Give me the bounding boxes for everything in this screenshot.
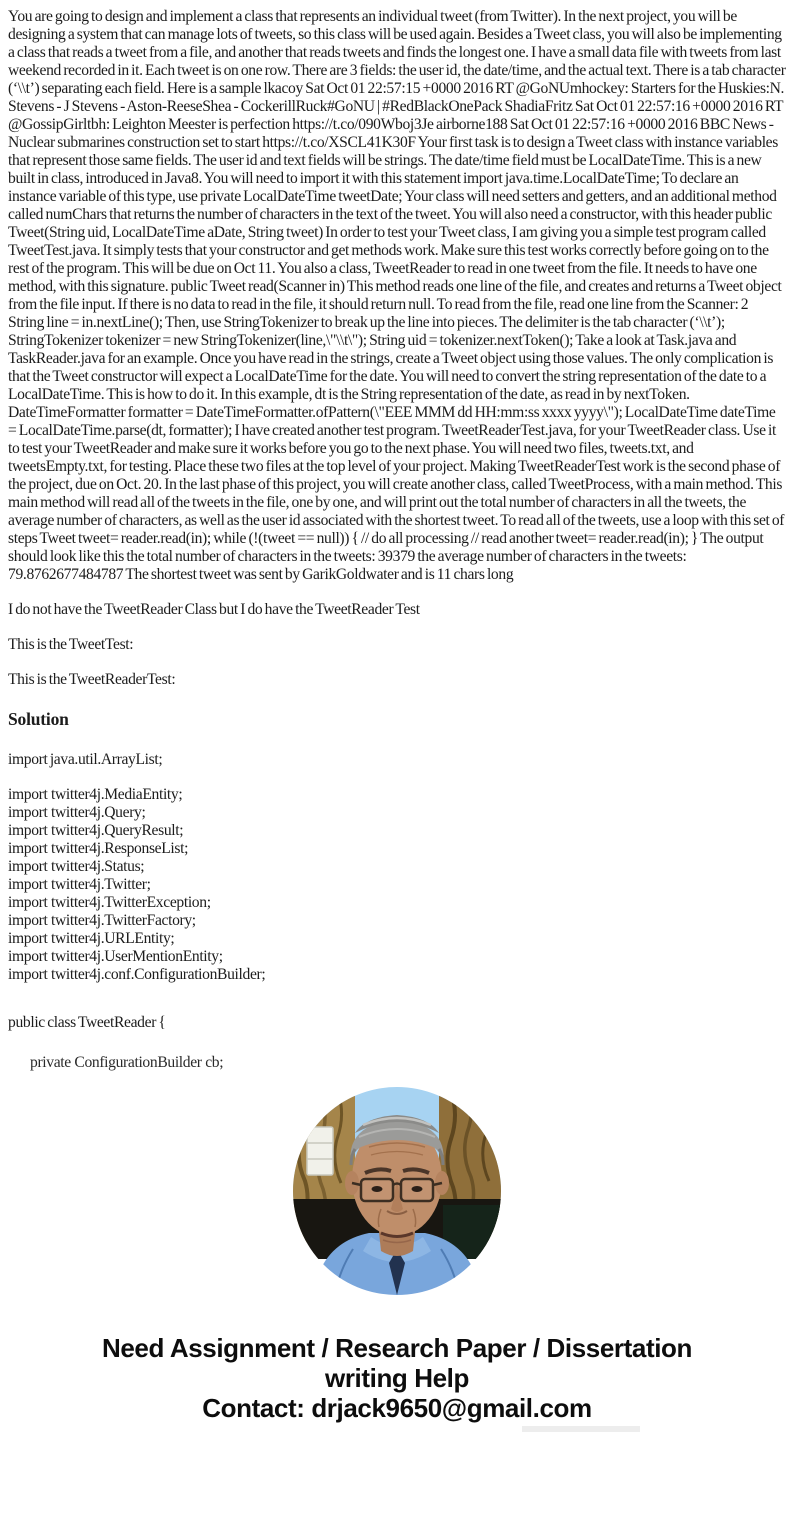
code-line: import twitter4j.Twitter;: [8, 876, 151, 893]
document-page: [8, 8, 786, 1432]
code-line: import twitter4j.TwitterException;: [8, 894, 211, 911]
footer-line-2: writing Help: [325, 1363, 469, 1393]
note-missing-class: I do not have the TweetReader Class but I do have the TweetReader Test: [8, 601, 420, 618]
code-import-arraylist: import java.util.ArrayList;: [8, 751, 163, 768]
code-line: import twitter4j.UserMentionEntity;: [8, 948, 223, 965]
code-clipped-line: [8, 1054, 786, 1071]
footer-contact-email: Contact: drjack9650@gmail.com: [202, 1393, 592, 1423]
note-tweettest: This is the TweetTest:: [8, 636, 134, 653]
footer-watermark-bar: [522, 1426, 640, 1432]
code-line: import twitter4j.TwitterFactory;: [8, 912, 196, 929]
promo-footer: [8, 1333, 786, 1432]
code-line: import twitter4j.conf.ConfigurationBuilder;: [8, 966, 266, 983]
code-line: import twitter4j.ResponseList;: [8, 840, 189, 857]
footer-line-1: Need Assignment / Research Paper / Dissertation: [101, 1333, 692, 1363]
note-tweetreadertest: This is the TweetReaderTest:: [8, 671, 176, 688]
code-line: private ConfigurationBuilder cb;: [30, 1054, 224, 1071]
code-imports-twitter4j: [8, 786, 786, 984]
assignment-description: You are going to design and implement a class that represents an individual tweet (from Twitter). In the next project, you will be designing a system that can manage lots of tweets, so this class will be used again. Besides a Tweet class, you will also be implementing a class that reads a tweet from a file, and another that reads tweets and finds the longest one. I have a small data file with tweets from last weekend recorded in it. Each tweet is on one row. There are 3 fields: the user id, the date/time, and the actual text. There is a tab character (‘\\t’) separating each field. Here is a sample lkacoy Sat Oct 01 22:57:15 +0000 2016 RT @GoNUmhockey: Starters for the Huskies:N. Stevens - J Stevens - Aston-ReeseShea - CockerillRuck#GoNU | #RedBlackOnePack ShadiaFritz Sat Oct 01 22:57:16 +0000 2016 RT @GossipGirltbh: Leighton Meester is perfection https://t.co/090Wboj3Je airborne188 Sat Oct 01 22:57:16 +0000 2016 BBC News - Nuclear submarines construction set to start https://t.co/XSCL41K30F Your first task is to design a Tweet class with instance variables that represent those same fields. The user id and text fields will be strings. The date/time field must be LocalDateTime. This is a new built in class, introduced in Java8. You will need to import it with this statement import java.time.LocalDateTime; To declare an instance variable of this type, use private LocalDateTime tweetDate; Your class will need setters and getters, and an additional method called numChars that returns the number of characters in the text of the tweet. You will also need a constructor, with this header public Tweet(String uid, LocalDateTime aDate, String tweet) In order to test your Tweet class, I am giving you a simple test program called TweetTest.java. It simply tests that your constructor and get methods work. Make sure this test works correctly before going on to the rest of the program. This will be due on Oct 11. You also a class, TweetReader to read in one tweet from the file. It needs to have one method, with this signature. public Tweet read(Scanner in) This method reads one line of the file, and creates and returns a Tweet object from the file input. If there is no data to read in the file, it should return null. To read from the file, read one line from the Scanner: 2 String line = in.nextLine(); Then, use StringTokenizer to break up the line into pieces. The delimiter is the tab character (‘\\t’); StringTokenizer tokenizer = new StringTokenizer(line,\"\\t\"); String uid = tokenizer.nextToken(); Take a look at Task.java and TaskReader.java for an example. Once you have read in the strings, create a Tweet object using those values. The only complication is that the Tweet constructor will expect a LocalDateTime for the date. You will need to convert the string representation of the date to a LocalDateTime. This is how to do it. In this example, dt is the String representation of the date, as read in by nextToken. DateTimeFormatter formatter = DateTimeFormatter.ofPattern(\"EEE MMM dd HH:mm:ss xxxx yyyy\"); LocalDateTime dateTime = LocalDateTime.parse(dt, formatter); I have created another test program. TweetReaderTest.java, for your TweetReader class. Use it to test your TweetReader and make sure it works before you go to the next phase. You will need two files, tweets.txt, and tweetsEmpty.txt, for testing. Place these two files at the top level of your project. Making TweetReaderTest work is the second phase of the project, due on Oct. 20. In the last phase of this project, you will create another class, called TweetProcess, with a main method. This main method will read all of the tweets in the file, one by one, and will print out the total number of characters in all the tweets, the average number of characters, as well as the user id associated with the shortest tweet. To read all of the tweets, use a loop with this set of steps Tweet tweet= reader.read(in); while (!(tweet == null)) { // do all processing // read another tweet= reader.read(in); } The output should look like this the total number of characters in the tweets: 39379 the average number of characters in the tweets: 79.8762677484787 The shortest tweet was sent by GarikGoldwater and is 11 chars long: [8, 8, 786, 583]
code-line: import twitter4j.QueryResult;: [8, 822, 184, 839]
code-line: import twitter4j.URLEntity;: [8, 930, 175, 947]
code-class-declaration: public class TweetReader {: [8, 1014, 166, 1031]
profile-photo: [293, 1087, 501, 1295]
solution-heading: Solution: [8, 709, 69, 729]
code-line: import twitter4j.Query;: [8, 804, 146, 821]
code-line: import twitter4j.MediaEntity;: [8, 786, 183, 803]
code-line: import twitter4j.Status;: [8, 858, 145, 875]
avatar-container: [8, 1087, 786, 1295]
